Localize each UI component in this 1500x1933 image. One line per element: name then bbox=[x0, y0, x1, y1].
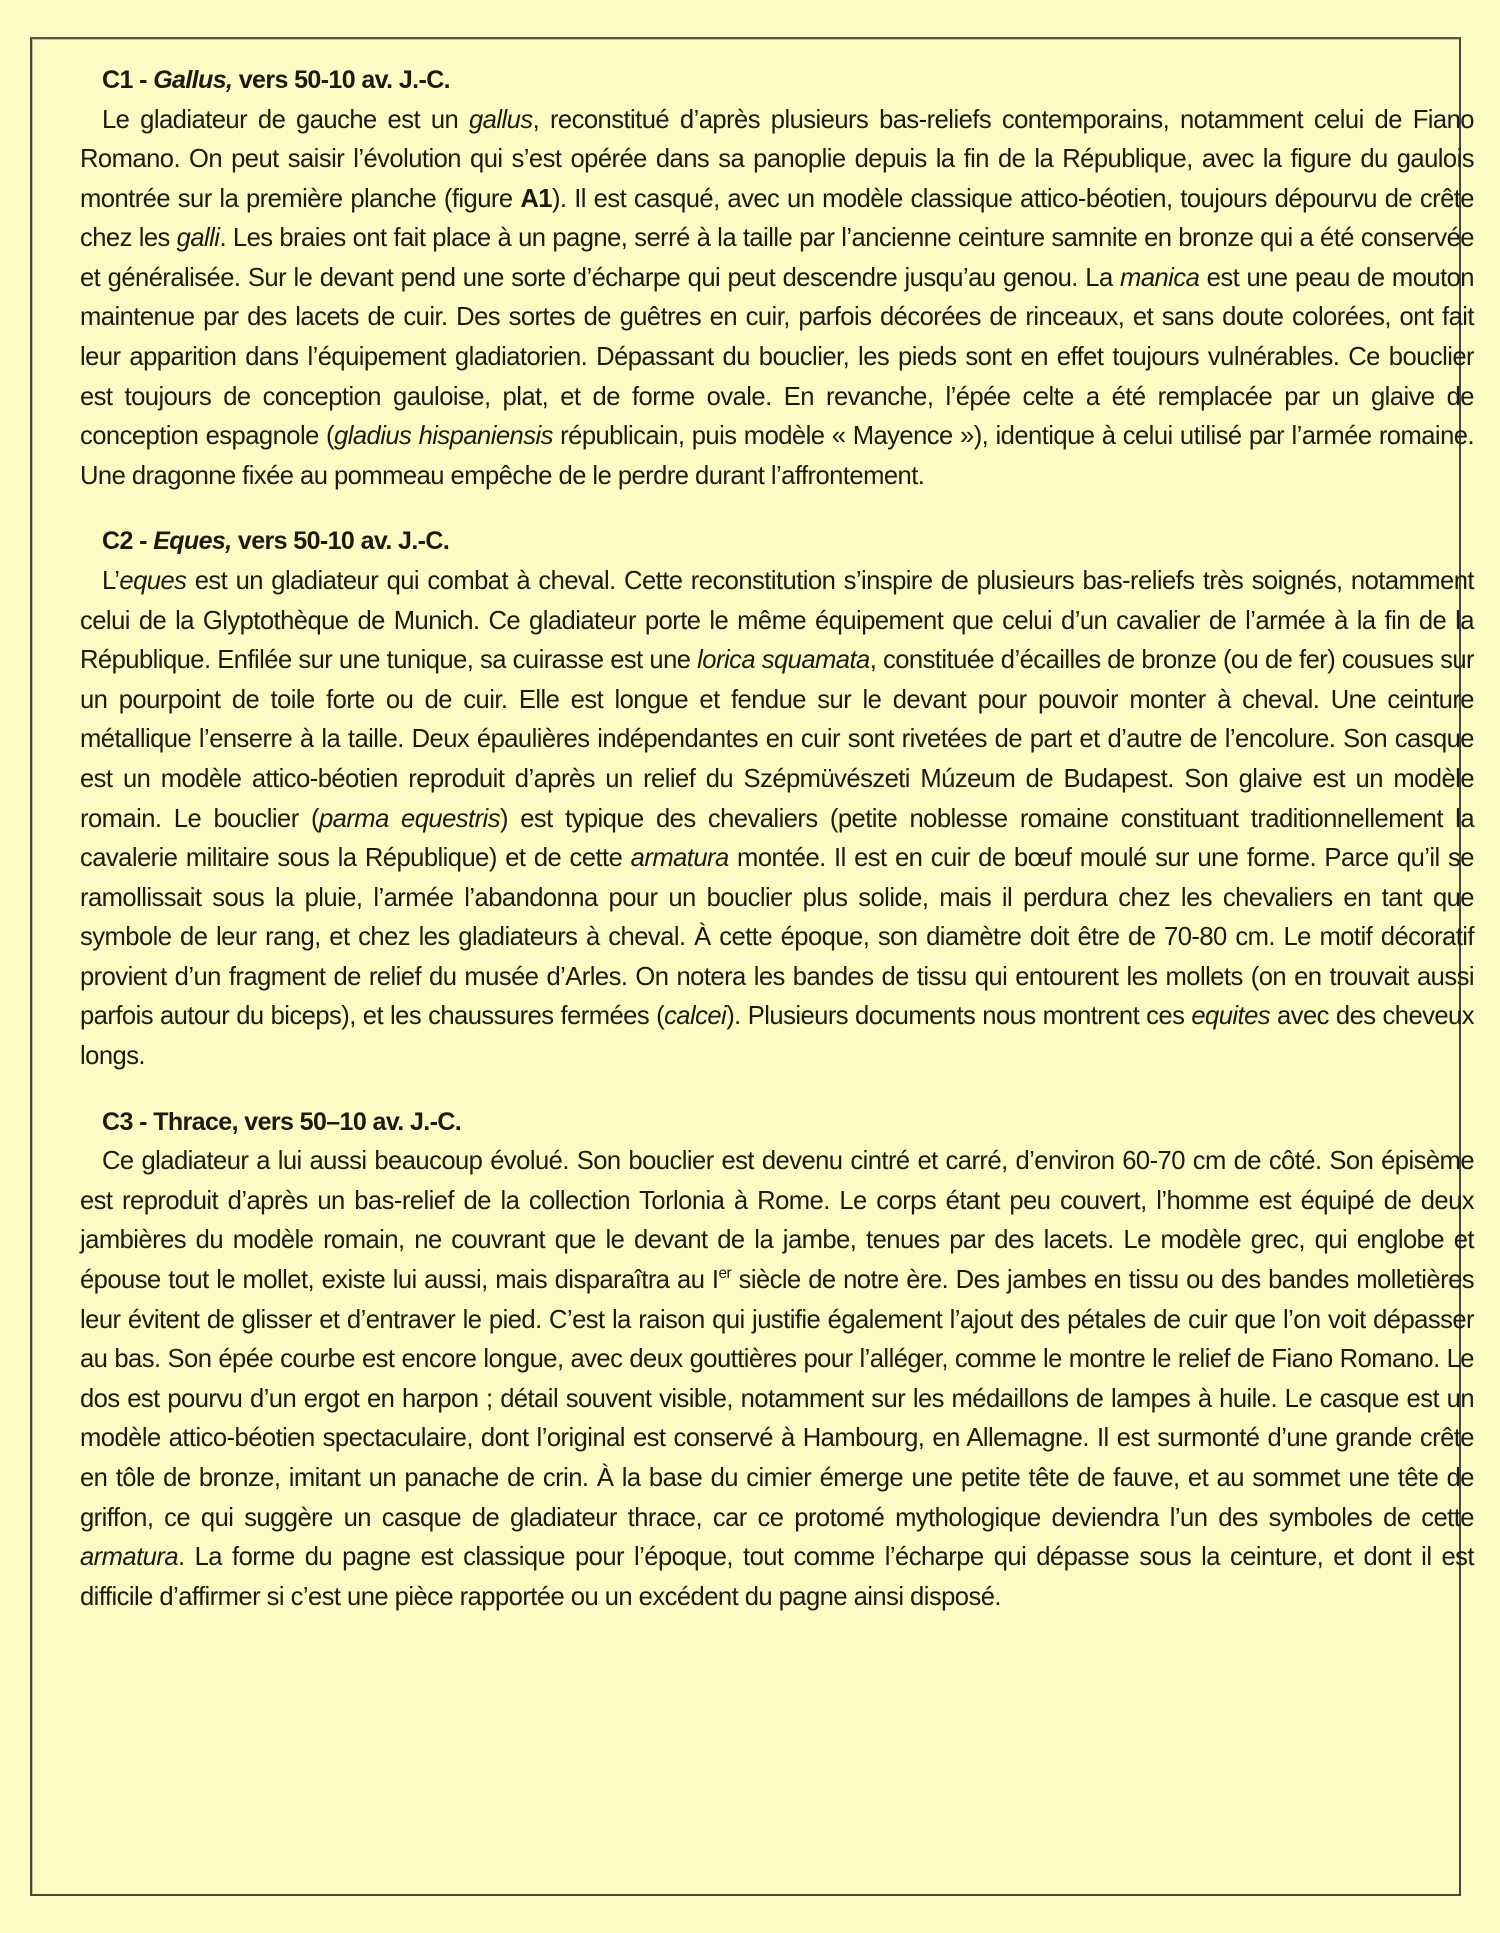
text-run: , reconstitué d’après plusieurs bas-reliefs contemporains, notamment celui de Fiano Romano. On peut saisir l’évolution qui s’est opérée dans sa panoplie depuis la fin de la République, avec la figure du gaulois montrée sur la première planche (figure bbox=[80, 105, 1474, 213]
document-content bbox=[80, 61, 1474, 1643]
section-title bbox=[102, 61, 1474, 101]
text-run: ). Il est casqué, avec un modèle classique attico-béotien, toujours dépourvu de crête chez les bbox=[80, 184, 1474, 253]
superscript: er bbox=[718, 1264, 732, 1282]
text-run: républicain, puis modèle « Mayence »), identique à celui utilisé par l’armée romaine. Une dragonne fixée au pommeau empêche de le perdre durant l’affrontement. bbox=[80, 422, 1474, 490]
title-name: Eques, bbox=[153, 527, 232, 556]
text-frame bbox=[30, 37, 1475, 1896]
section-title bbox=[102, 1103, 1474, 1143]
text-run: Ce gladiateur a lui aussi beaucoup évolué. Son bouclier est devenu cintré et carré, d’environ 60-70 cm de côté. Son épisème est reproduit d’après un bas-relief de la collection Torlonia à Rome. Le corps étant peu couvert, l’homme est équipé de deux jambières du modèle romain, ne couvrant que le devant de la jambe, tenues par des lacets. Le modèle grec, qui englobe et épouse tout le mollet, existe lui aussi, mais disparaîtra au I bbox=[80, 1147, 1474, 1294]
italic-term: gallus bbox=[469, 105, 533, 134]
title-name: Gallus, bbox=[153, 66, 233, 94]
text-run: siècle de notre ère. Des jambes en tissu ou des bandes molletières leur évitent de glisser et d’entraver le pied. C’est la raison qui justifie également l’ajout des pétales de cuir que l’on voit dépasser au bas. Son épée courbe est encore longue, avec deux gouttières pour l’alléger, comme le montre le relief de Fiano Romano. Le dos est pourvu d’un ergot en harpon ; détail souvent visible, notamment sur les médaillons de lampes à huile. Le casque est un modèle attico-béotien spectaculaire, dont l’original est conservé à Hambourg, en Allemagne. Il est surmonté d’une grande crête en tôle de bronze, imitant un panache de crin. À la base du cimier émerge une petite tête de fauve, et au sommet une tête de griffon, ce qui suggère un casque de gladiateur thrace, car ce protomé mythologique deviendra l’un des symboles de cette bbox=[80, 1265, 1474, 1532]
italic-term: manica bbox=[1120, 263, 1200, 292]
title-suffix: vers 50-10 av. J.-C. bbox=[231, 527, 450, 556]
title-prefix: C3 - bbox=[102, 1107, 154, 1136]
title-suffix: Thrace, vers 50–10 av. J.-C. bbox=[153, 1107, 462, 1136]
italic-term: eques bbox=[119, 566, 187, 595]
italic-term: galli bbox=[176, 224, 220, 253]
text-run: ). Plusieurs documents nous montrent ces bbox=[726, 1002, 1192, 1031]
italic-term: lorica squamata bbox=[697, 646, 870, 675]
figure-reference: A1 bbox=[520, 184, 552, 213]
text-run: . Les braies ont fait place à un pagne, serré à la taille par l’ancienne ceinture samnite en bronze qui a été conservée et généralisée. Sur le devant pend une sorte d’écharpe qui peut descendre jusqu’au genou. La bbox=[80, 224, 1474, 292]
text-run: avec des cheveux longs. bbox=[80, 1002, 1474, 1071]
section-c2 bbox=[80, 522, 1474, 1076]
italic-term: equites bbox=[1191, 1002, 1271, 1031]
text-run: montée. Il est en cuir de bœuf moulé sur une forme. Parce qu’il se ramollissait sous la pluie, l’armée l’abandonna pour un bouclier plus solide, mais il perdura chez les chevaliers en tant que symbole de leur rang, et chez les gladiateurs à cheval. À cette époque, son diamètre doit être de 70-80 cm. Le motif décoratif provient d’un fragment de relief du musée d’Arles. On notera les bandes de tissu qui entourent les mollets (on en trouvait aussi parfois autour du biceps), et les chaussures fermées ( bbox=[80, 844, 1474, 1031]
text-run: L’ bbox=[102, 566, 120, 595]
italic-term: armatura bbox=[80, 1543, 179, 1572]
section-c3 bbox=[80, 1103, 1474, 1618]
section-body bbox=[80, 1142, 1474, 1617]
text-run: Le gladiateur de gauche est un bbox=[102, 105, 469, 134]
italic-term: armatura bbox=[630, 844, 729, 873]
italic-term: calcei bbox=[664, 1002, 727, 1031]
italic-term: parma equestris bbox=[318, 804, 500, 833]
section-c1 bbox=[80, 61, 1474, 496]
text-run: est une peau de mouton maintenue par des lacets de cuir. Des sortes de guêtres en cuir, parfois décorées de rinceaux, et sans doute colorées, ont fait leur apparition dans l’équipement gladiatorien. Dépassant du bouclier, les pieds sont en effet toujours vulnérables. Ce bouclier est toujours de conception gauloise, plat, et de forme ovale. En revanche, l’épée celte a été remplacée par un glaive de conception espagnole ( bbox=[80, 263, 1474, 451]
text-run: est un gladiateur qui combat à cheval. Cette reconstitution s’inspire de plusieurs bas-reliefs très soignés, notamment celui de la Glyptothèque de Munich. Ce gladiateur porte le même équipement que celui d’un cavalier de l’armée à la fin de la République. Enfilée sur une tunique, sa cuirasse est une bbox=[80, 566, 1474, 675]
title-prefix: C1 - bbox=[102, 66, 154, 94]
italic-term: gladius hispaniensis bbox=[334, 422, 553, 451]
text-run: , constituée d’écailles de bronze (ou de fer) cousues sur un pourpoint de toile forte ou de cuir. Elle est longue et fendue sur le devant pour pouvoir monter à cheval. Une ceinture métallique l’enserre à la taille. Deux épaulières indépendantes en cuir sont rivetées de part et d’autre de l’encolure. Son casque est un modèle attico-béotien reproduit d’après un relief du Szépmüvészeti Múzeum de Budapest. Son glaive est un modèle romain. Le bouclier ( bbox=[80, 646, 1474, 833]
section-body bbox=[80, 562, 1474, 1077]
section-body bbox=[80, 101, 1474, 497]
title-prefix: C2 - bbox=[102, 527, 154, 556]
text-run: . La forme du pagne est classique pour l’époque, tout comme l’écharpe qui dépasse sous la ceinture, et dont il est difficile d’affirmer si c’est une pièce rapportée ou un excédent du pagne ainsi disposé. bbox=[80, 1543, 1474, 1611]
title-suffix: vers 50-10 av. J.-C. bbox=[232, 66, 450, 94]
text-run: ) est typique des chevaliers (petite noblesse romaine constituant traditionnellement la cavalerie militaire sous la République) et de cette bbox=[80, 804, 1475, 873]
section-title bbox=[102, 522, 1474, 562]
